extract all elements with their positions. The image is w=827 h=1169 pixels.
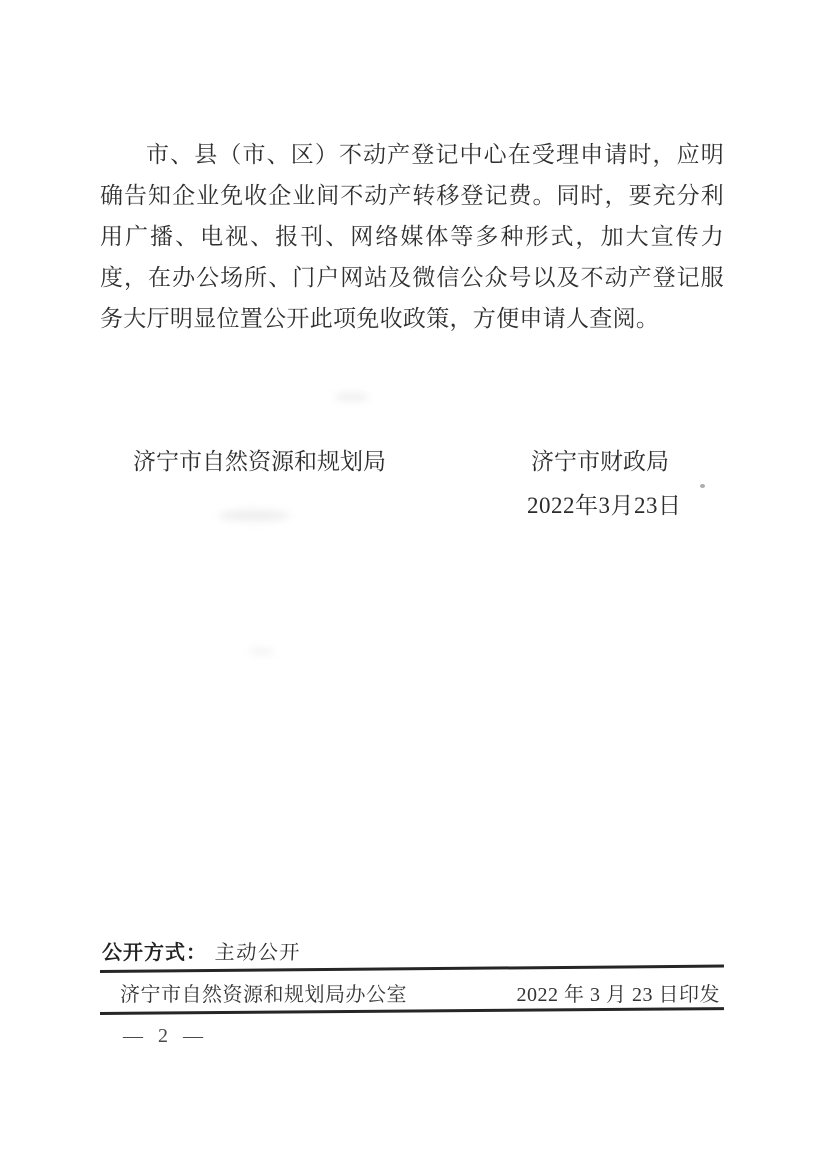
scan-dot-artifact [700,484,705,488]
footer-divider-bottom [100,1007,724,1015]
publicity-row [102,936,301,965]
scan-smudge [335,393,369,401]
print-date: 2022 年 3 月 23 日印发 [516,984,720,1006]
page-number: — 2 — [123,1025,205,1047]
footer-divider-top [100,965,724,973]
signature-date: 2022年3月23日 [527,493,682,518]
signature-org-right: 济宁市财政局 [531,449,669,474]
scan-smudge [218,510,290,521]
signature-org-left: 济宁市自然资源和规划局 [133,449,386,474]
publicity-method-value: 主动公开 [214,942,302,964]
publicity-method-label: 公开方式： [102,942,207,964]
issuing-office: 济宁市自然资源和规划局办公室 [120,984,407,1006]
body-paragraph: 市、县（市、区）不动产登记中心在受理申请时，应明确告知企业免收企业间不动产转移登记费。同时，要充分利用广播、电视、报刊、网络媒体等多种形式，加大宣传力度，在办公场所、门户网站及微信公众号以及不动产登记服务大厅明显位置公开此项免收政策，方便申请人查阅。 [100,142,724,331]
issue-row [120,978,720,1007]
scan-smudge [248,648,274,655]
